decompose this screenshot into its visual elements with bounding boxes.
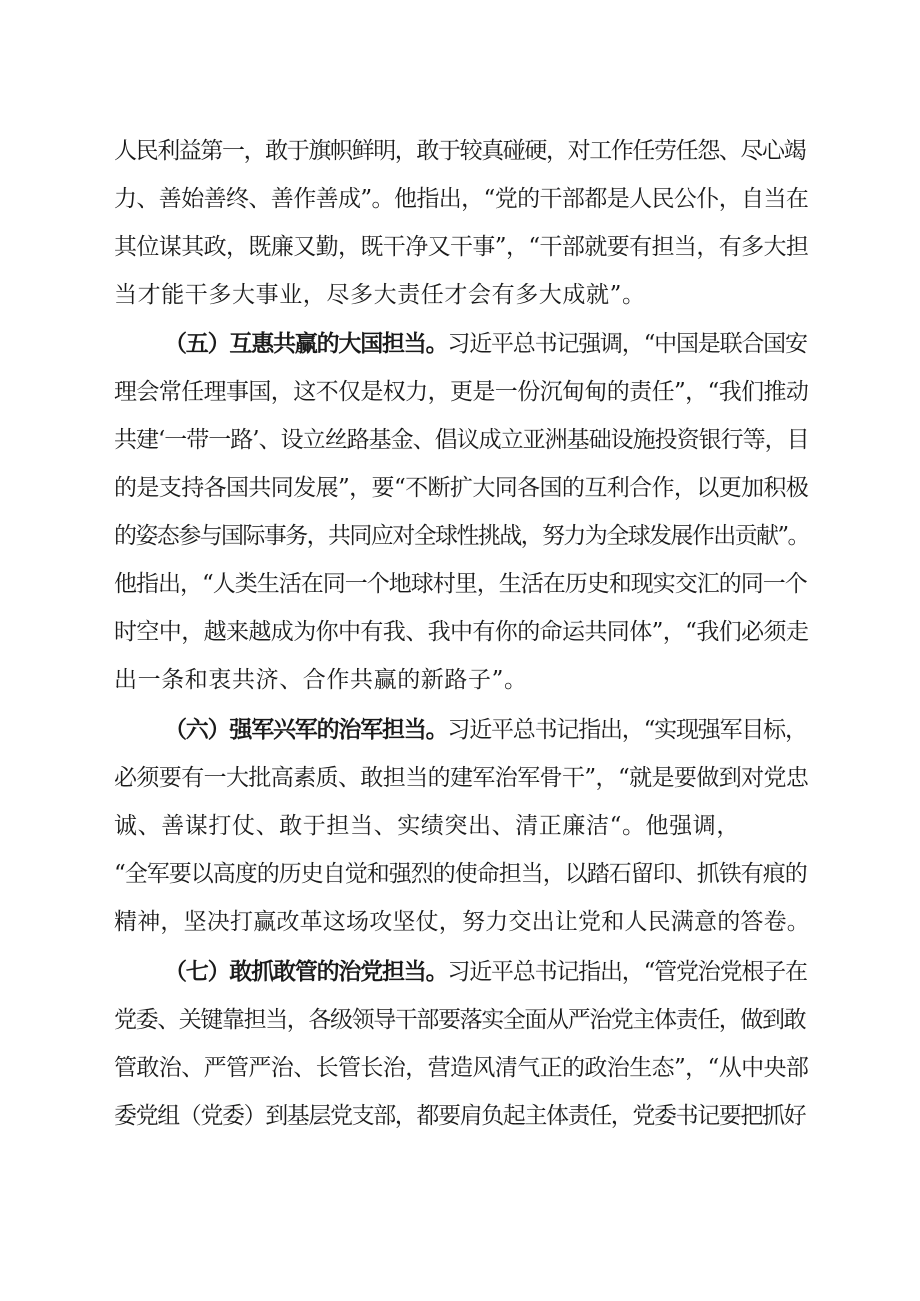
text-line: 管敢治、严管严治、长管长治，营造风清气正的政治生态”，“从中央部 [114, 1055, 809, 1081]
text-line: 党委、关键靠担当，各级领导干部要落实全面从严治党主体责任，做到敢 [114, 1007, 806, 1033]
section-heading-5: （五）互惠共赢的大国担当。 [164, 331, 448, 357]
text-line: 时空中，越来越成为你中有我、我中有你的命运共同体”，“我们必须走 [114, 619, 809, 645]
text-line: 其位谋其政，既廉又勤，既干净又干事”，“干部就要有担当，有多大担 [114, 234, 809, 260]
text-line: 他指出，“人类生活在同一个地球村里，生活在历史和现实交汇的同一个 [114, 571, 807, 597]
text-line: 精神，坚决打赢改革这场攻坚仗，努力交出让党和人民满意的答卷。 [114, 909, 810, 935]
paragraph-first-line [164, 710, 807, 750]
text-line: 的姿态参与国际事务，共同应对全球性挑战，努力为全球发展作出贡献”。 [114, 523, 809, 549]
text-line: 理会常任理事国，这不仅是权力，更是一份沉甸甸的责任”，“我们推动 [114, 379, 809, 405]
text-span: 习近平总书记指出，“管党治党根子在 [447, 959, 807, 985]
paragraph-first-line [164, 324, 807, 364]
text-line: 的是支持各国共同发展”，要“不断扩大同各国的互利合作，以更加积极 [114, 475, 809, 501]
text-span: 习近平总书记强调，“中国是联合国安 [447, 331, 807, 357]
text-line: 必须要有一大批高素质、敢担当的建军治军骨干”，“就是要做到对党忠 [114, 765, 809, 791]
section-heading-6: （六）强军兴军的治军担当。 [164, 717, 448, 743]
text-line: 委党组（党委）到基层党支部，都要肩负起主体责任，党委书记要把抓好 [114, 1103, 806, 1129]
text-line: “全军要以高度的历史自觉和强烈的使命担当，以踏石留印、抓铁有痕的 [114, 861, 807, 887]
section-heading-7: （七）敢抓敢管的治党担当。 [164, 959, 448, 985]
text-line: 共建‘一带一路’、设立丝路基金、倡议成立亚洲基础设施投资银行等，目 [114, 427, 809, 453]
text-line: 当才能干多大事业，尽多大责任才会有多大成就”。 [114, 282, 646, 308]
text-line: 出一条和衷共济、合作共赢的新路子”。 [114, 667, 528, 693]
paragraph-first-line [164, 952, 807, 992]
text-line: 诚、善谋打仗、敢于担当、实绩突出、清正廉洁“。他强调， [114, 813, 740, 839]
text-line: 力、善始善终、善作善成”。他指出，“党的干部都是人民公仆，自当在 [114, 186, 809, 212]
text-span: 习近平总书记指出，“实现强军目标， [447, 717, 807, 743]
text-line: 人民利益第一，敢于旗帜鲜明，敢于较真碰硬，对工作任劳任怨、尽心竭 [114, 138, 806, 164]
